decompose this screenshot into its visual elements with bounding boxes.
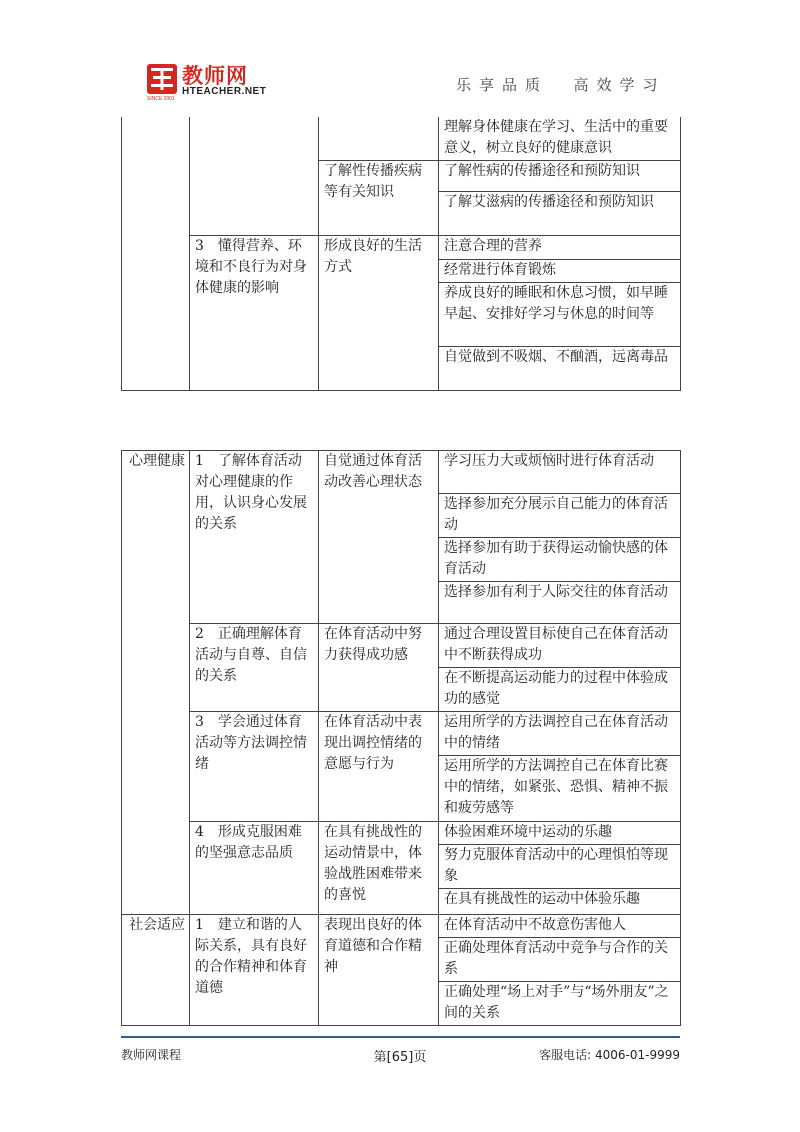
table-cell-example: 正确处理体育活动中竞争与合作的关系 [439,938,681,982]
table-cell-target: 表现出良好的体育道德和合作精神 [319,915,439,1026]
logo-url: HTEACHER.NET [182,86,267,97]
table-cell-target: 了解性传播疾病等有关知识 [319,161,439,236]
table-row [122,624,681,668]
table-cell-example: 了解性病的传播途径和预防知识 [439,161,681,192]
table-row [122,712,681,756]
table-cell-goal: 1 建立和谐的人际关系，具有良好的合作精神和体育道德 [190,915,319,1026]
table-cell-goal: 3 懂得营养、环境和不良行为对身体健康的影响 [190,236,319,391]
table-cell-goal: 3 学会通过体育活动等方法调控情绪 [190,712,319,822]
table-cell-example: 选择参加有助于获得运动愉快感的体育活动 [439,538,681,582]
page-header [0,0,800,110]
footer-course-label: 教师网课程 [121,1048,182,1062]
footer-service-phone: 客服电话: 4006-01-9999 [539,1048,680,1062]
table-cell-target: 形成良好的生活方式 [319,236,439,391]
table-cell-example: 在体育活动中不故意伤害他人 [439,915,681,938]
table-cell-goal: 2 正确理解体育活动与自尊、自信的关系 [190,624,319,712]
logo-since: SINCE 2001 [147,96,175,102]
table-cell-goal: 4 形成克服困难的坚强意志品质 [190,822,319,915]
table-cell-example: 正确处理“场上对手”与“场外朋友”之间的关系 [439,982,681,1026]
table-cell-example: 运用所学的方法调控自己在体育活动中的情绪 [439,712,681,756]
table-cell-example: 努力克服体育活动中的心理惧怕等现象 [439,845,681,889]
table-cell-goal: 1 了解体育活动对心理健康的作用，认识身心发展的关系 [190,451,319,624]
curriculum-table [121,450,681,1026]
table-cell-goal [190,117,319,236]
table-cell-example: 学习压力大或烦恼时进行体育活动 [439,451,681,494]
table-cell-example: 体验困难环境中运动的乐趣 [439,822,681,845]
table-cell-example: 养成良好的睡眠和休息习惯，如早睡早起、安排好学习与休息的时间等 [439,283,681,347]
table-cell-area: 心理健康 [122,451,190,915]
table-cell-example: 自觉做到不吸烟、不酗酒，远离毒品 [439,347,681,391]
table-cell-target [319,117,439,161]
table-row [122,915,681,938]
header-slogan: 乐享品质 高效学习 [456,76,666,94]
table-cell-example: 理解身体健康在学习、生活中的重要意义，树立良好的健康意识 [439,117,681,161]
footer-divider [121,1036,680,1038]
page-number: 第[65]页 [373,1050,427,1065]
curriculum-table-continued [121,117,681,391]
table-cell-target: 在体育活动中努力获得成功感 [319,624,439,712]
table-row [122,117,681,161]
table-cell-example: 选择参加有利于人际交往的体育活动 [439,582,681,624]
logo-name: 教师网 [182,64,248,88]
table-row [122,822,681,845]
table-cell-example: 经常进行体育锻炼 [439,260,681,283]
table-cell-example: 选择参加充分展示自己能力的体育活动 [439,494,681,538]
table-cell-example: 了解艾滋病的传播途径和预防知识 [439,192,681,236]
table-cell-target: 自觉通过体育活动改善心理状态 [319,451,439,624]
table-cell-target: 在具有挑战性的运动情景中，体验战胜困难带来的喜悦 [319,822,439,915]
table-cell-target: 在体育活动中表现出调控情绪的意愿与行为 [319,712,439,822]
table-cell-example: 注意合理的营养 [439,236,681,260]
table-cell-example: 在具有挑战性的运动中体验乐趣 [439,889,681,915]
table-row [122,451,681,494]
table-cell-example: 在不断提高运动能力的过程中体验成功的感觉 [439,668,681,712]
table-cell-area [122,117,190,391]
table-cell-area: 社会适应 [122,915,190,1026]
teacher-net-logo-icon [147,64,177,94]
table-cell-example: 通过合理设置目标使自己在体育活动中不断获得成功 [439,624,681,668]
table-row [122,236,681,260]
table-cell-example: 运用所学的方法调控自己在体育比赛中的情绪，如紧张、恐惧、精神不振和疲劳感等 [439,756,681,822]
